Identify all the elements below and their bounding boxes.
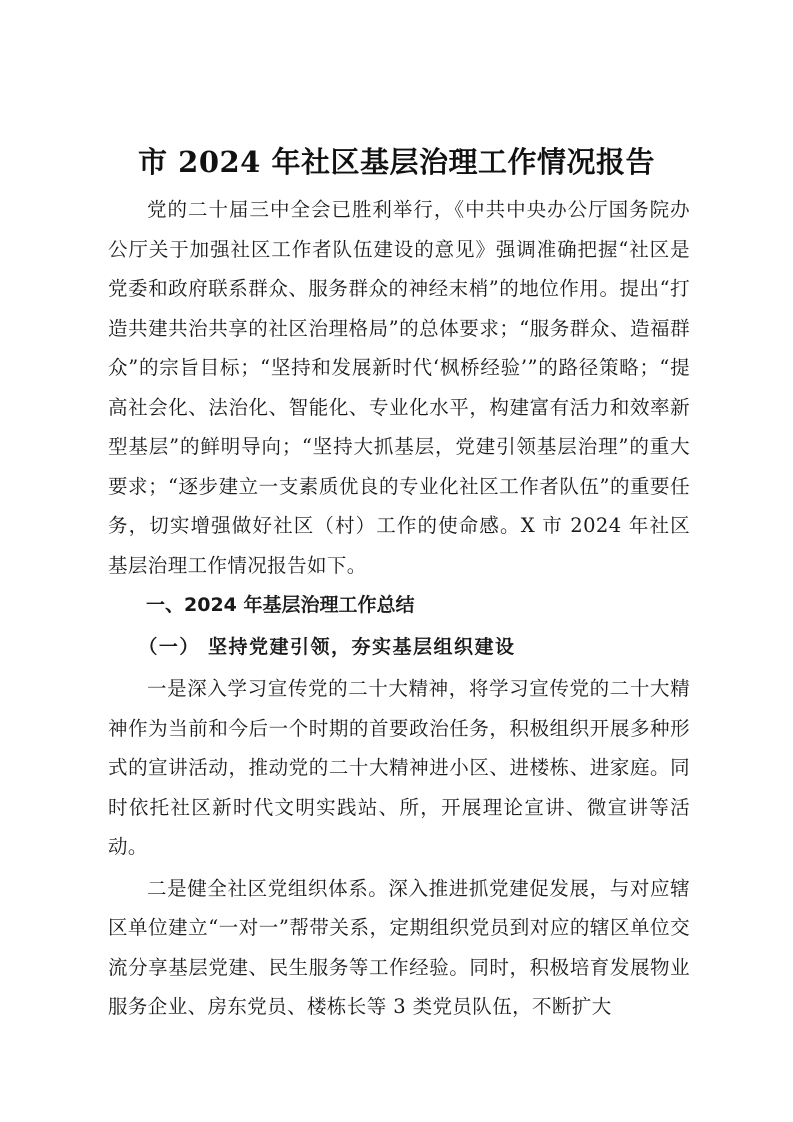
section-heading: 一、2024 年基层治理工作总结 [146,594,415,616]
intro-paragraph: 党的二十届三中全会已胜利举行，《中共中央办公厅国务院办公厅关于加强社区工作者队伍建设的意见》强调准确把握“社区是党委和政府联系群众、服务群众的神经末梢”的地位作用。提出“打造共建共治共享的社区治理格局”的总体要求；“服务群众、造福群众”的宗旨目标；“坚持和发展新时代‘枫桥经验’”的路径策略；“提高社会化、法治化、智能化、专业化水平，构建富有活力和效率新型基层”的鲜明导向；“坚持大抓基层，党建引领基层治理”的重大要求；“逐步建立一支素质优良的专业化社区工作者队伍”的重要任务，切实增强做好社区（村）工作的使命感。X 市 2024 年社区基层治理工作情况报告如下。 [108,198,690,577]
document-title: 市 2024 年社区基层治理工作情况报告 [138,145,655,179]
document-body [108,190,690,1027]
body-paragraph-2: 二是健全社区党组织体系。深入推进抓党建促发展，与对应辖区单位建立“一对一”帮带关系，定期组织党员到对应的辖区单位交流分享基层党建、民生服务等工作经验。同时，积极培育发展物业服务企业、房东党员、楼栋长等 3 类党员队伍，不断扩大 [108,876,690,1018]
body-paragraph-1: 一是深入学习宣传党的二十大精神，将学习宣传党的二十大精神作为当前和今后一个时期的首要政治任务，积极组织开展多种形式的宣讲活动，推动党的二十大精神进小区、进楼栋、进家庭。同时依托社区新时代文明实践站、所，开展理论宣讲、微宣讲等活动。 [108,677,690,858]
subsection-heading: （一） 坚持党建引领，夯实基层组织建设 [138,636,516,658]
